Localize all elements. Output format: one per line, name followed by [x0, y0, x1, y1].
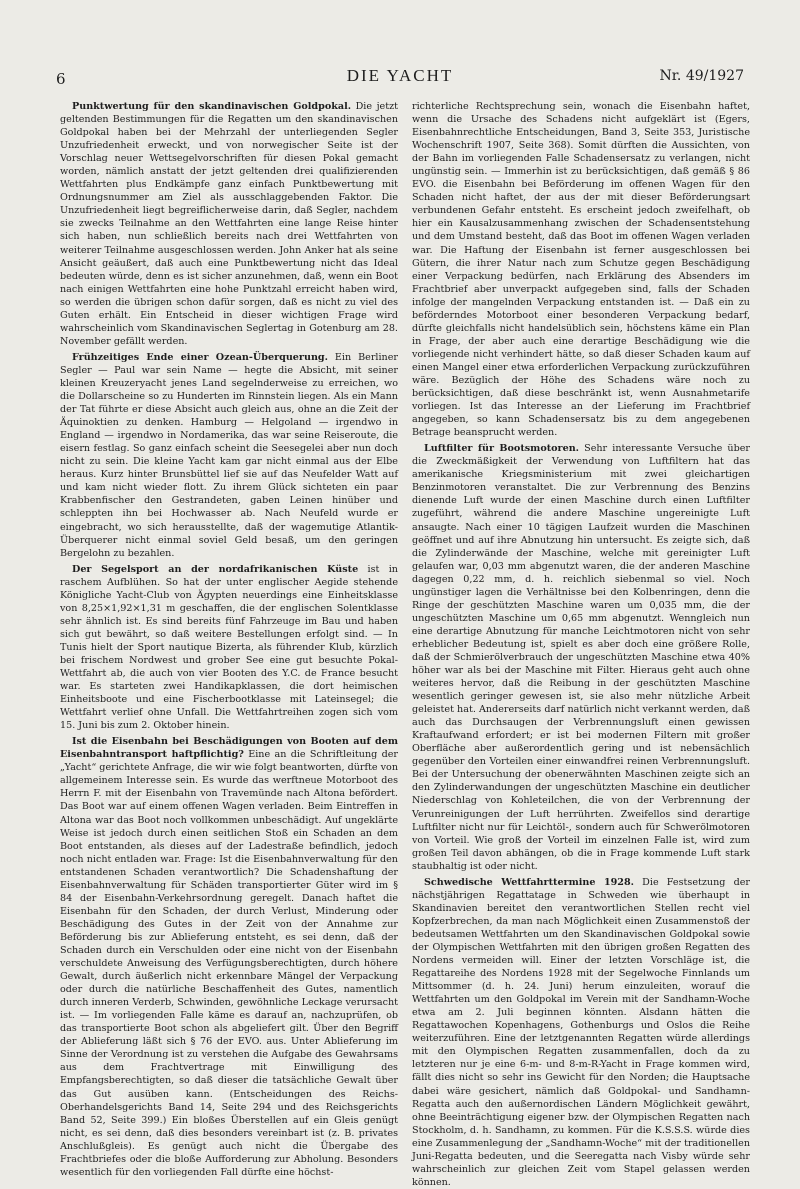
article-paragraph [60, 563, 398, 733]
article-heading: Schwedische Wettfahrttermine 1928. [424, 876, 634, 888]
article-heading: Punktwertung für den skandinavischen Goldpokal. [72, 101, 352, 112]
article-text: Die Festsetzung der nächstjährigen Regattatage in Schweden wie überhaupt in Skandinavien bereitet den verantwortlichen Stellen recht viel Kopfzerbrechen, da man nach Möglichkeit einen Zusammenstoß der bedeutsamen Wettfahrten um den Skandinavischen Goldpokal sowie der Olympischen Wettfahrten mit den übrigen großen Regatten des Nordens vermeiden will. Einer der letzten Vorschläge ist, die Regattareihe des Nordens 1928 mit der Segelwoche Finnlands um Mittsommer (d. h. 24. Juni) herum einzuleiten, worauf die Wettfahrten um den Goldpokal im Verein mit der Sandhamn-Woche etwa am 2. Juli beginnen könnten. Alsdann hätten die Regattawochen Kopenhagens, Gothenburgs und Oslos die Reihe weiterzuführen. Eine der letztgenannten Regatten würde allerdings mit den Olympischen Regatten zusammenfallen, doch da zu letzteren nur je eine 6-m- und 8-m-R-Yacht in Frage kommen wird, fällt dies nicht so sehr ins Gewicht für den Norden; die Hauptsache dabei wäre gesichert, nämlich daß Goldpokal- und Sandhamn-Regatta auch den außernordischen Ländern Möglichkeit gewährt, ohne Beeinträchtigung eigener bzw. der Olympischen Regatten nach Stockholm, d. h. Sandhamn, zu kommen. Für die K.S.S.S. würde dies eine Zusammenlegung der „Sandhamn-Woche“ mit der traditionellen Juni-Regatta bedeuten, und die Seeregatta nach Visby würde sehr wahrscheinlich zur gleichen Zeit vom Stapel gelassen werden können. [412, 876, 750, 1188]
article-text: Sehr interessante Versuche über die Zweckmäßigkeit der Verwendung von Luftfiltern hat das amerikanische Kriegsministerium mit zwei gleichartigen Benzinmotoren veranstaltet. Die zur Verbrennung des Benzins dienende Luft wurde der einen Maschine durch einen Luftfilter zugeführt, während die andere Maschine ungereinigte Luft ansaugte. Nach einer 10 tägigen Laufzeit wurden die Maschinen geöffnet und auf ihre Abnutzung hin untersucht. Es zeigte sich, daß die Zylinderwände der Maschine, welche mit gereinigter Luft gelaufen war, 0,03 mm abgenutzt waren, die der anderen Maschine dagegen 0,22 mm, d. h. reichlich siebenmal so viel. Noch ungünstiger lagen die Verhältnisse bei den Kolbenringen, denn die Ringe der geschützten Maschine waren um 0,035 mm, die der ungeschützten Maschine um 0,65 mm abgenutzt. Wenngleich nun eine derartige Abnutzung für manche Leichtmotoren nicht von sehr erheblicher Bedeutung ist, spielt es aber doch eine größere Rolle, daß der Schmierölverbrauch der ungeschützten Maschine etwa 40% höher war als bei der Maschine mit Filter. Hieraus geht auch ohne weiteres hervor, daß die Reibung in der geschützten Maschine wesentlich geringer gewesen ist, sie also mehr nützliche Arbeit geleistet hat. Andererseits darf natürlich nicht verkannt werden, daß auch das Durchsaugen der Verbrennungsluft einen gewissen Kraftaufwand erfordert; er ist bei modernen Filtern mit großer Oberfläche aber außerordentlich gering und ist nebensächlich gegenüber den Vorteilen einer einwandfrei reinen Verbrennungsluft. Bei der Untersuchung der obenerwähnten Maschinen zeigte sich an den Zylinderwandungen der ungeschützten Maschine ein deutlicher Niederschlag von Kohleteilchen, die von der Verbrennung der Verunreinigungen der Luft herrührten. Zweifellos sind derartige Luftfilter nicht nur für Leichtöl-, sondern auch für Schwerölmotoren von Vorteil. Wie groß der Vorteil im einzelnen Falle ist, wird zum großen Teil davon abhängen, ob die in Frage kommende Luft stark staubhaltig ist oder nicht. [412, 443, 751, 872]
article-text: richterliche Rechtsprechung sein, wonach die Eisenbahn haftet, wenn die Ursache des Schadens nicht aufgeklärt ist (Egers, Eisenbahnrechtliche Entscheidungen, Band 3, Seite 353, Juristische Wochenschrift 1907, Seite 368). Somit dürften die Aussichten, von der Bahn im vorliegenden Falle Schadensersatz zu verlangen, nicht ungünstig sein. — Immerhin ist zu berücksichtigen, daß gemäß § 86 EVO. die Eisenbahn bei Beförderung im offenen Wagen für den Schaden nicht haftet, der aus der mit dieser Beförderungsart verbundenen Gefahr entsteht. Es erscheint jedoch zweifelhaft, ob hier ein Kausalzusammenhang zwischen der Schadensentstehung und dem Umstand besteht, daß das Boot im offenen Wagen verladen war. Die Haftung der Eisenbahn ist ferner ausgeschlossen bei Gütern, die ihrer Natur nach zum Schutze gegen Beschädigung einer Verpackung bedürfen, nach Erklärung des Absenders im Frachtbrief aber unverpackt aufgegeben sind, falls der Schaden infolge der mangelnden Verpackung entstanden ist. — Daß ein zu beförderndes Motorboot einer besonderen Verpackung bedarf, dürfte gleichfalls nicht handelsüblich sein, höchstens käme ein Plan in Frage, der aber auch eine derartige Beschädigung wie die vorliegende nicht verhindert hätte, so daß dieser Schaden kaum auf einen Mangel einer etwa erforderlichen Verpackung zurückzuführen wäre. Bezüglich der Höhe des Schadens wäre noch zu berücksichtigen, daß diese beschränkt ist, wenn Ausnahmetarife vorliegen. Ist das Interesse an der Lieferung im Frachtbrief angegeben, so kann Schadensersatz bis zu dem angegebenen Betrage beansprucht werden. [412, 101, 750, 439]
article-text: Eine an die Schriftleitung der „Yacht“ gerichtete Anfrage, die wir wie folgt beantworten, dürfte von allgemeinem Interesse sein. Es wurde das werftneue Motorboot des Herrn F. mit der Eisenbahn von Travemünde nach Altona befördert. Das Boot war auf einem offenen Wagen verladen. Beim Eintreffen in Altona war das Boot noch vollkommen unbeschädigt. Auf ungeklärte Weise ist jedoch durch einen seitlichen Stoß ein Schaden an dem Boot entstanden, als dieses auf der Ladestraße befindlich, jedoch noch nicht entladen war. Frage: Ist die Eisenbahnverwaltung für den entstandenen Schaden verantwortlich? Die Schadenshaftung der Eisenbahnverwaltung für Schäden transportierter Güter wird im § 84 der Eisenbahn-Verkehrsordnung geregelt. Danach haftet die Eisenbahn für den Schaden, der durch Verlust, Minderung oder Beschädigung des Gutes in der Zeit von der Annahme zur Beförderung bis zur Ablieferung entsteht, es sei denn, daß der Schaden durch ein Verschulden oder eine nicht von der Eisenbahn verschuldete Anweisung des Verfügungsberechtigten, durch höhere Gewalt, durch äußerlich nicht erkennbare Mängel der Verpackung oder durch die natürliche Beschaffenheit des Gutes, namentlich durch inneren Verderb, Schwinden, gewöhnliche Leckage verursacht ist. — Im vorliegenden Falle käme es darauf an, nachzuprüfen, ob das transportierte Boot schon als abgeliefert gilt. Über den Begriff der Ablieferung läßt sich § 76 der EVO. aus. Unter Ablieferung im Sinne der Verordnung ist zu verstehen die Aufgabe des Gewahrsams aus dem Frachtvertrage mit Einwilligung des Empfangsberechtigten, so daß dieser die tatsächliche Gewalt über das Gut ausüben kann. (Entscheidungen des Reichs-Oberhandelsgerichts Band 14, Seite 294 und des Reichsgerichts Band 52, Seite 399.) Ein bloßes Überstellen auf ein Gleis genügt nicht, es sei denn, daß dies besonders vereinbart ist (z. B. privates Anschlußgleis). Es genügt auch nicht die Übergabe des Frachtbriefes oder die bloße Aufforderung zur Abholung. Besonders wesentlich für den vorliegenden Fall dürfte eine höchst- [60, 749, 398, 1178]
article-text: ist in raschem Aufblühen. So hat der unter englischer Aegide stehende Königliche Yacht-Club von Ägypten neuerdings eine Einheitsklasse von 8,25×1,92×1,31 m geschaffen, die der englischen Solentklasse sehr ähnlich ist. Es sind bereits fünf Fahrzeuge im Bau und haben sich gut bewährt, so daß weitere Bestellungen erfolgt sind. — In Tunis hielt der Sport nautique Bizerta, als führender Klub, kürzlich bei frischem Nordwest und grober See eine gut besuchte Pokal-Wettfahrt ab, die auch von vier Booten des Y.C. de France besucht war. Es starteten zwei Handikapklassen, die dort heimischen Einheitsboote und eine Fischerbootklasse mit Lateinsegel; die Wettfahrt verlief ohne Unfall. Die Wettfahrtreihen zogen sich vom 15. Juni bis zum 2. Oktober hinein. [60, 563, 398, 732]
right-column [412, 100, 751, 1188]
article-text: Ein Berliner Segler — Paul war sein Name — hegte die Absicht, mit seiner kleinen Kreuzeryacht jenes Land segelnderweise zu erreichen, wo die Dollarscheine so zu Hunderten im Rinnstein liegen. Als ein Mann der Tat führte er diese Absicht auch gleich aus, ohne an die Zeit der Äquinoktien zu denken. Hamburg — Helgoland — irgendwo in England — irgendwo in Nordamerika, das war seine Reiseroute, die eisern festlag. So ganz einfach scheint die Seesegelei aber nun doch nicht zu sein. Die kleine Yacht kam gar nicht einmal aus der Elbe heraus. Kurz hinter Brunsbüttel lief sie auf das Neufelder Watt auf und kam nicht wieder flott. Zu ihrem Glück sichteten ein paar Krabbenfischer den Gestrandeten, gaben Leinen hinüber und schleppten ihn bei Hochwasser ab. Nach Neufeld wurde er eingebracht, wo sich herausstellte, daß der wagemutige Atlantik-Überquerer nicht einmal soviel Geld besaß, um den geringen Bergelohn zu bezahlen. [60, 351, 398, 559]
article-paragraph [412, 100, 750, 439]
left-column [60, 100, 398, 1178]
article-paragraph [412, 442, 750, 873]
article-text: Die jetzt geltenden Bestimmungen für die Regatten um den skandinavischen Goldpokal haben bei der Mehrzahl der unterliegenden Segler Unzufriedenheit erweckt, und von norwegischer Seite ist der Vorschlag neuer Wettsegelvorschriften für diesen Pokal gemacht worden, nämlich anstatt der jetzt geltenden drei qualifizierenden Wettfahrten plus Endkämpfe ganz einfach Punktbewertung mit Ordnungsnummer am Ziel als ausschlaggebenden Faktor. Die Unzufriedenheit liegt begreiflicherweise darin, daß Segler, nachdem sie zwecks Teilnahme an den Wettfahrten eine lange Reise hinter sich haben, nun schließlich bereits nach drei Wettfahrten von weiterer Teilnahme ausgeschlossen werden. John Anker hat als seine Ansicht geäußert, daß auch eine Punktbewertung nicht das Ideal bedeuten würde, denn es ist sicher anzunehmen, daß, wenn ein Boot nach einigen Wettfahrten eine hohe Punktzahl erreicht haben wird, so werden die übrigen schon dafür sorgen, daß es nicht zu viel des Guten erhält. Ein Entscheid in dieser wichtigen Frage wird wahrscheinlich vom Skandinavischen Seglertag in Gotenburg am 28. November gefällt werden. [60, 101, 398, 347]
article-columns [60, 100, 751, 1188]
issue-number: Nr. 49/1927 [659, 68, 744, 84]
article-paragraph [412, 876, 750, 1189]
article-heading: Ist die Eisenbahn bei Beschädigungen von Booten auf dem Eisenbahntransport haftpflichtig? [60, 736, 398, 761]
article-heading: Luftfilter für Bootsmotoren. [424, 443, 580, 455]
journal-title: DIE YACHT [346, 66, 454, 85]
article-heading: Frühzeitiges Ende einer Ozean-Überquerung. [72, 351, 328, 363]
article-paragraph [60, 100, 398, 348]
page-number: 6 [56, 70, 66, 88]
page-header [56, 64, 744, 90]
article-heading: Der Segelsport an der nordafrikanischen Küste [72, 563, 359, 575]
article-paragraph [60, 351, 398, 560]
article-paragraph [60, 735, 398, 1179]
